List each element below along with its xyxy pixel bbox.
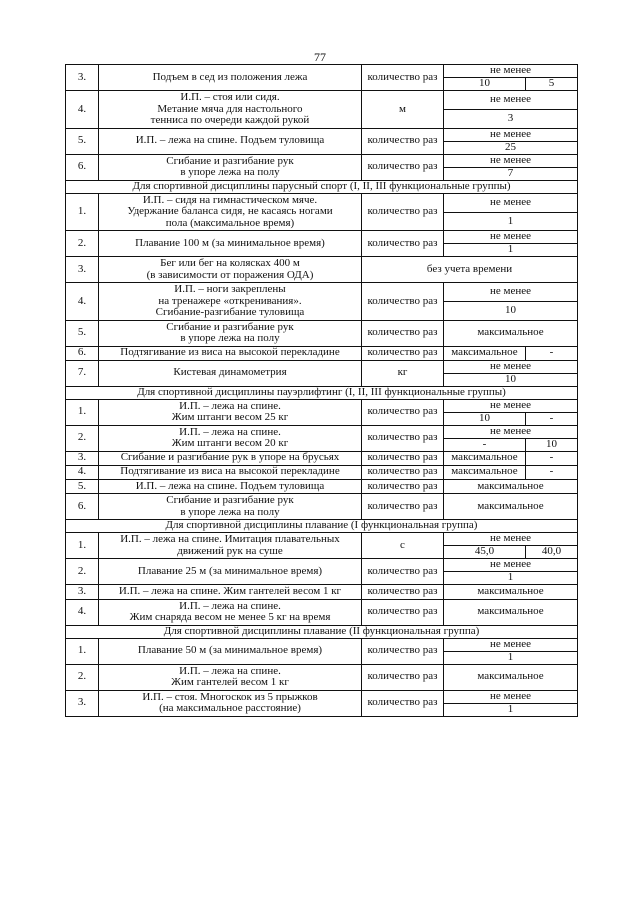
exercise-line: Подъем в сед из положения лежа xyxy=(152,70,308,83)
exercise-line: Плавание 50 м (за минимальное время) xyxy=(137,644,323,657)
item-number: 5. xyxy=(66,479,99,494)
exercise-line: И.П. – лежа на спине. Имитация плавательных xyxy=(120,533,340,545)
item-number: 5. xyxy=(66,128,99,154)
item-number: 7. xyxy=(66,360,99,386)
exercise-line: в упоре лежа на полу xyxy=(180,332,280,344)
value-cell-a: 45,0 xyxy=(444,546,526,559)
exercise-line: Жим штанги весом 25 кг xyxy=(171,411,289,423)
exercise-line: И.П. – лежа на спине. xyxy=(179,599,281,612)
exercise-line: Подтягивание из виса на высокой перекладине xyxy=(120,346,340,359)
unit-cell: количество раз xyxy=(362,599,444,625)
exercise-line: Сгибание и разгибание рук xyxy=(166,494,294,506)
value-label: не менее xyxy=(444,154,578,167)
unit-cell: количество раз xyxy=(362,638,444,664)
section-heading: Для спортивной дисциплины парусный спорт (I, II, III функциональные группы) xyxy=(66,180,578,193)
exercise-line: Жим снаряда весом не менее 5 кг на время xyxy=(129,611,331,623)
value-cell-b: - xyxy=(526,451,578,465)
exercise-cell xyxy=(99,599,362,625)
unit-cell: с xyxy=(362,533,444,559)
value-cell: 3 xyxy=(444,110,578,129)
table-row xyxy=(66,257,578,283)
table-row xyxy=(66,320,578,346)
value-cell: 10 xyxy=(444,373,578,386)
unit-cell: количество раз xyxy=(362,559,444,585)
item-number: 1. xyxy=(66,193,99,231)
exercise-line: Кистевая динамометрия xyxy=(173,366,287,379)
unit-cell: количество раз xyxy=(362,425,444,451)
item-number: 3. xyxy=(66,585,99,600)
value-cell-a: максимальное xyxy=(444,465,526,479)
item-number: 2. xyxy=(66,425,99,451)
item-number: 4. xyxy=(66,465,99,479)
value-cell: максимальное xyxy=(444,320,578,346)
exercise-line: Сгибание-разгибание туловища xyxy=(155,306,305,318)
exercise-cell xyxy=(99,559,362,585)
table-row xyxy=(66,690,578,703)
table-row xyxy=(66,128,578,141)
value-cell: 1 xyxy=(444,703,578,716)
unit-cell: количество раз xyxy=(362,664,444,690)
exercise-line: в упоре лежа на полу xyxy=(180,505,280,518)
value-cell-a: максимальное xyxy=(444,346,526,360)
unit-cell: количество раз xyxy=(362,154,444,180)
exercise-line: Метание мяча для настольного xyxy=(157,102,303,115)
exercise-line: (на максимальное расстояние) xyxy=(159,702,301,714)
value-cell-b: - xyxy=(526,412,578,425)
exercise-line: тенниса по очереди каждой рукой xyxy=(150,114,310,126)
value-cell: максимальное xyxy=(444,664,578,690)
item-number: 6. xyxy=(66,494,99,520)
table-row xyxy=(66,283,578,302)
value-cell-a: 10 xyxy=(444,78,526,91)
section-heading: Для спортивной дисциплины пауэрлифтинг (I, II, III функциональные группы) xyxy=(66,386,578,399)
exercise-line: движений рук на суше xyxy=(177,544,283,557)
value-label: не менее xyxy=(444,193,578,212)
exercise-line: пола (максимальное время) xyxy=(165,216,295,229)
value-cell: максимальное xyxy=(444,479,578,494)
unit-cell: количество раз xyxy=(362,465,444,479)
table-row xyxy=(66,599,578,625)
item-number: 2. xyxy=(66,231,99,257)
value-cell-b: 5 xyxy=(526,78,578,91)
exercise-line: Жим гантелей весом 1 кг xyxy=(171,676,289,688)
value-cell: 1 xyxy=(444,244,578,257)
exercise-cell xyxy=(99,360,362,386)
value-cell: максимальное xyxy=(444,599,578,625)
exercise-line: И.П. – сидя на гимнастическом мяче. xyxy=(142,193,318,206)
exercise-line: Плавание 25 м (за минимальное время) xyxy=(137,564,323,577)
exercise-cell xyxy=(99,690,362,716)
item-number: 5. xyxy=(66,320,99,346)
unit-cell: количество раз xyxy=(362,128,444,154)
value-label: не менее xyxy=(444,690,578,703)
value-cell: 7 xyxy=(444,167,578,180)
exercise-line: Удержание баланса сидя, не касаясь ногами xyxy=(127,205,333,217)
unit-cell: количество раз xyxy=(362,320,444,346)
item-number: 3. xyxy=(66,451,99,465)
table-row xyxy=(66,494,578,520)
table-row xyxy=(66,479,578,494)
exercise-line: в упоре лежа на полу xyxy=(180,166,280,178)
table-row xyxy=(66,465,578,479)
value-cell-b: 10 xyxy=(526,438,578,451)
value-label: не менее xyxy=(444,360,578,373)
value-cell: максимальное xyxy=(444,494,578,520)
exercise-line: на тренажере «откренивания». xyxy=(158,294,302,307)
value-cell-b: - xyxy=(526,465,578,479)
unit-cell: количество раз xyxy=(362,65,444,91)
item-number: 2. xyxy=(66,559,99,585)
table-row xyxy=(66,360,578,373)
exercise-line: И.П. – лежа на спине. xyxy=(179,425,281,438)
item-number: 2. xyxy=(66,664,99,690)
exercise-cell xyxy=(99,283,362,321)
exercise-cell xyxy=(99,257,362,283)
item-number: 3. xyxy=(66,65,99,91)
exercise-cell xyxy=(99,585,362,600)
exercise-line: И.П. – лежа на спине. xyxy=(179,664,281,677)
value-cell-b: 40,0 xyxy=(526,546,578,559)
item-number: 1. xyxy=(66,533,99,559)
section-heading: Для спортивной дисциплины плавание (II функциональная группа) xyxy=(66,625,578,638)
exercise-cell xyxy=(99,154,362,180)
exercise-cell xyxy=(99,451,362,465)
exercise-line: Сгибание и разгибание рук xyxy=(166,320,294,333)
value-span: без учета времени xyxy=(362,257,578,283)
standards-table xyxy=(65,64,578,717)
value-label: не менее xyxy=(444,283,578,302)
exercise-line: И.П. – стоя или сидя. xyxy=(180,91,280,103)
value-cell: максимальное xyxy=(444,585,578,600)
value-label: не менее xyxy=(444,559,578,572)
table-row xyxy=(66,451,578,465)
item-number: 4. xyxy=(66,91,99,129)
exercise-line: И.П. – ноги закреплены xyxy=(174,283,286,295)
item-number: 1. xyxy=(66,638,99,664)
value-label: не менее xyxy=(444,638,578,651)
exercise-cell xyxy=(99,346,362,360)
table-row xyxy=(66,399,578,412)
value-cell-a: - xyxy=(444,438,526,451)
unit-cell: количество раз xyxy=(362,494,444,520)
section-row xyxy=(66,386,578,399)
page-number: 77 xyxy=(314,50,326,64)
table-body xyxy=(66,65,578,717)
value-label: не менее xyxy=(444,425,578,438)
exercise-cell xyxy=(99,533,362,559)
exercise-cell xyxy=(99,193,362,231)
table-row xyxy=(66,154,578,167)
unit-cell: количество раз xyxy=(362,690,444,716)
table-row xyxy=(66,425,578,438)
table-row xyxy=(66,585,578,600)
exercise-line: Сгибание и разгибание рук xyxy=(166,154,294,167)
unit-cell: количество раз xyxy=(362,231,444,257)
exercise-line: Жим штанги весом 20 кг xyxy=(171,437,289,449)
exercise-line: Сгибание и разгибание рук в упоре на брусьях xyxy=(120,451,340,464)
unit-cell: количество раз xyxy=(362,346,444,360)
item-number: 6. xyxy=(66,346,99,360)
table-row xyxy=(66,638,578,651)
value-label: не менее xyxy=(444,91,578,110)
exercise-line: И.П. – лежа на спине. Подъем туловища xyxy=(135,134,325,147)
value-cell: 1 xyxy=(444,212,578,231)
table-row xyxy=(66,664,578,690)
exercise-line: И.П. – лежа на спине. Жим гантелей весом 1 кг xyxy=(118,585,342,597)
value-label: не менее xyxy=(444,399,578,412)
unit-cell: количество раз xyxy=(362,399,444,425)
item-number: 4. xyxy=(66,599,99,625)
item-number: 4. xyxy=(66,283,99,321)
exercise-line: Подтягивание из виса на высокой перекладине xyxy=(120,465,340,478)
section-row xyxy=(66,180,578,193)
section-heading: Для спортивной дисциплины плавание (I функциональная группа) xyxy=(66,520,578,533)
item-number: 3. xyxy=(66,257,99,283)
section-row xyxy=(66,520,578,533)
exercise-cell xyxy=(99,231,362,257)
value-cell-a: 10 xyxy=(444,412,526,425)
table-row xyxy=(66,346,578,360)
exercise-cell xyxy=(99,494,362,520)
value-cell: 1 xyxy=(444,572,578,585)
unit-cell: количество раз xyxy=(362,585,444,600)
table-row xyxy=(66,91,578,110)
item-number: 6. xyxy=(66,154,99,180)
value-cell: 10 xyxy=(444,302,578,321)
exercise-line: Плавание 100 м (за минимальное время) xyxy=(135,236,325,249)
value-cell: 25 xyxy=(444,141,578,154)
value-label: не менее xyxy=(444,533,578,546)
value-cell-b: - xyxy=(526,346,578,360)
value-label: не менее xyxy=(444,65,578,78)
exercise-cell xyxy=(99,425,362,451)
exercise-line: И.П. – лежа на спине. xyxy=(179,399,281,412)
exercise-line: Бег или бег на колясках 400 м xyxy=(160,257,300,269)
unit-cell: м xyxy=(362,91,444,129)
exercise-line: И.П. – лежа на спине. Подъем туловища xyxy=(135,479,325,492)
unit-cell: количество раз xyxy=(362,479,444,494)
exercise-cell xyxy=(99,638,362,664)
item-number: 3. xyxy=(66,690,99,716)
unit-cell: количество раз xyxy=(362,451,444,465)
exercise-cell xyxy=(99,91,362,129)
table-row xyxy=(66,65,578,78)
table-row xyxy=(66,231,578,244)
value-label: не менее xyxy=(444,231,578,244)
table-row xyxy=(66,533,578,546)
section-row xyxy=(66,625,578,638)
exercise-line: (в зависимости от поражения ОДА) xyxy=(146,268,314,281)
unit-cell: количество раз xyxy=(362,193,444,231)
unit-cell: кг xyxy=(362,360,444,386)
exercise-cell xyxy=(99,65,362,91)
exercise-cell xyxy=(99,479,362,494)
value-cell: 1 xyxy=(444,651,578,664)
exercise-cell xyxy=(99,664,362,690)
exercise-line: И.П. – стоя. Многоскок из 5 прыжков xyxy=(142,690,318,703)
exercise-cell xyxy=(99,128,362,154)
exercise-cell xyxy=(99,399,362,425)
exercise-cell xyxy=(99,320,362,346)
table-row xyxy=(66,193,578,212)
value-cell-a: максимальное xyxy=(444,451,526,465)
value-label: не менее xyxy=(444,128,578,141)
unit-cell: количество раз xyxy=(362,283,444,321)
table-row xyxy=(66,559,578,572)
item-number: 1. xyxy=(66,399,99,425)
exercise-cell xyxy=(99,465,362,479)
